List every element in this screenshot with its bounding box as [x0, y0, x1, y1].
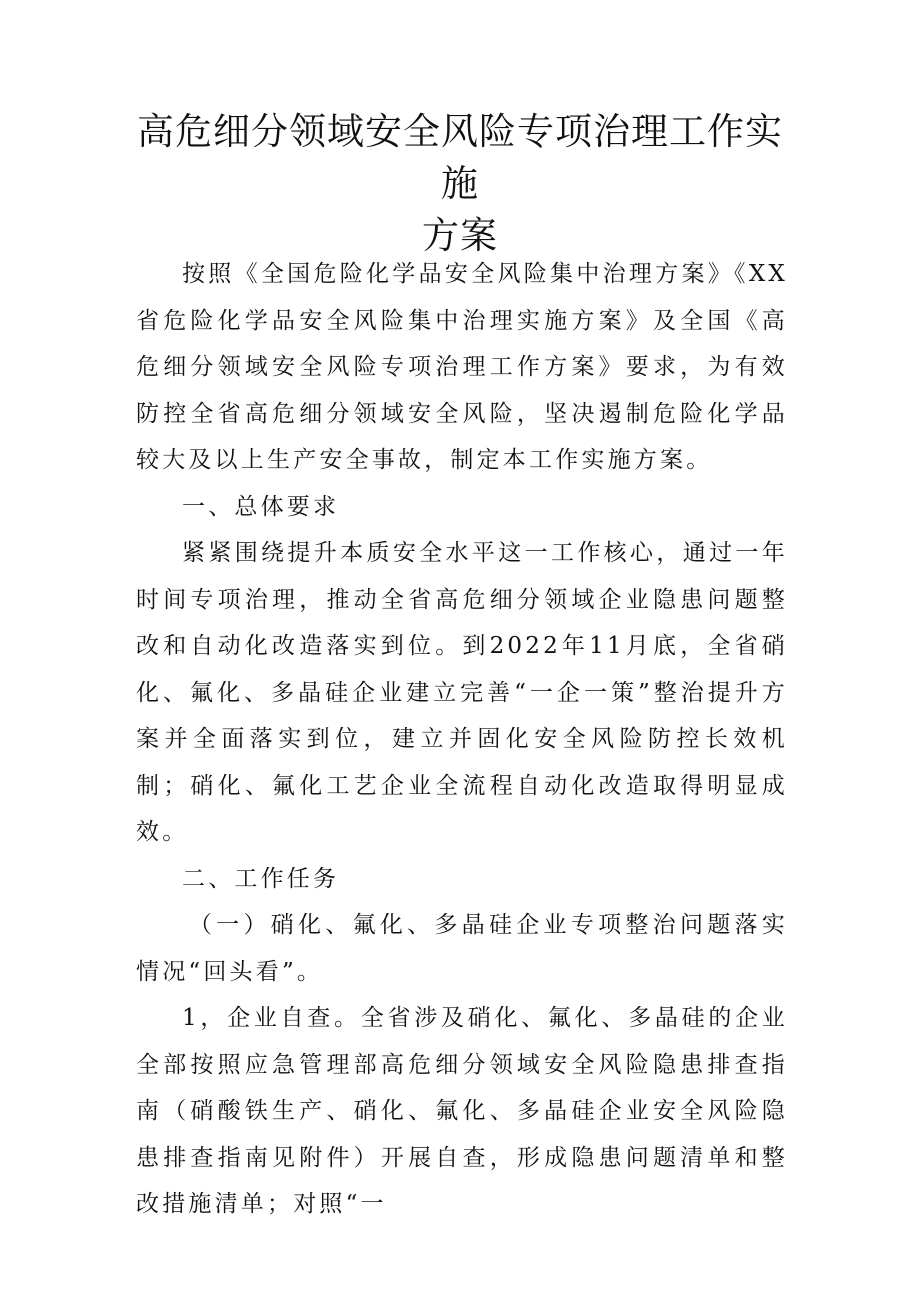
title-line-1: 高危细分领域安全风险专项治理工作实施: [137, 110, 783, 205]
subsection-heading-review: （一）硝化、氟化、多晶硅企业专项整治问题落实情况“回头看”。: [136, 912, 788, 985]
title-line-2: 方案: [422, 214, 498, 257]
document-title: [130, 106, 790, 262]
section-heading-work-tasks: 二、工作任务: [182, 865, 340, 892]
document-body: [136, 251, 788, 1228]
section-heading-general-requirements: 一、总体要求: [182, 493, 340, 520]
general-requirements-paragraph: 紧紧围绕提升本质安全水平这一工作核心，通过一年时间专项治理，推动全省高危细分领域企业隐患问题整改和自动化改造落实到位。到2022年11月底，全省硝化、氟化、多晶硅企业建立完善“一企一策”整治提升方案并全面落实到位，建立并固化安全风险防控长效机制；硝化、氟化工艺企业全流程自动化改造取得明显成效。: [136, 540, 788, 845]
self-inspection-paragraph: 1，企业自查。全省涉及硝化、氟化、多晶硅的企业全部按照应急管理部高危细分领域安全风险隐患排查指南（硝酸铁生产、硝化、氟化、多晶硅企业安全风险隐患排查指南见附件）开展自查，形成隐患问题清单和整改措施清单；对照“一: [136, 1005, 788, 1217]
intro-paragraph: 按照《全国危险化学品安全风险集中治理方案》《XX省危险化学品安全风险集中治理实施方案》及全国《高危细分领域安全风险专项治理工作方案》要求，为有效防控全省高危细分领域安全风险，坚决遏制危险化学品较大及以上生产安全事故，制定本工作实施方案。: [136, 261, 788, 473]
